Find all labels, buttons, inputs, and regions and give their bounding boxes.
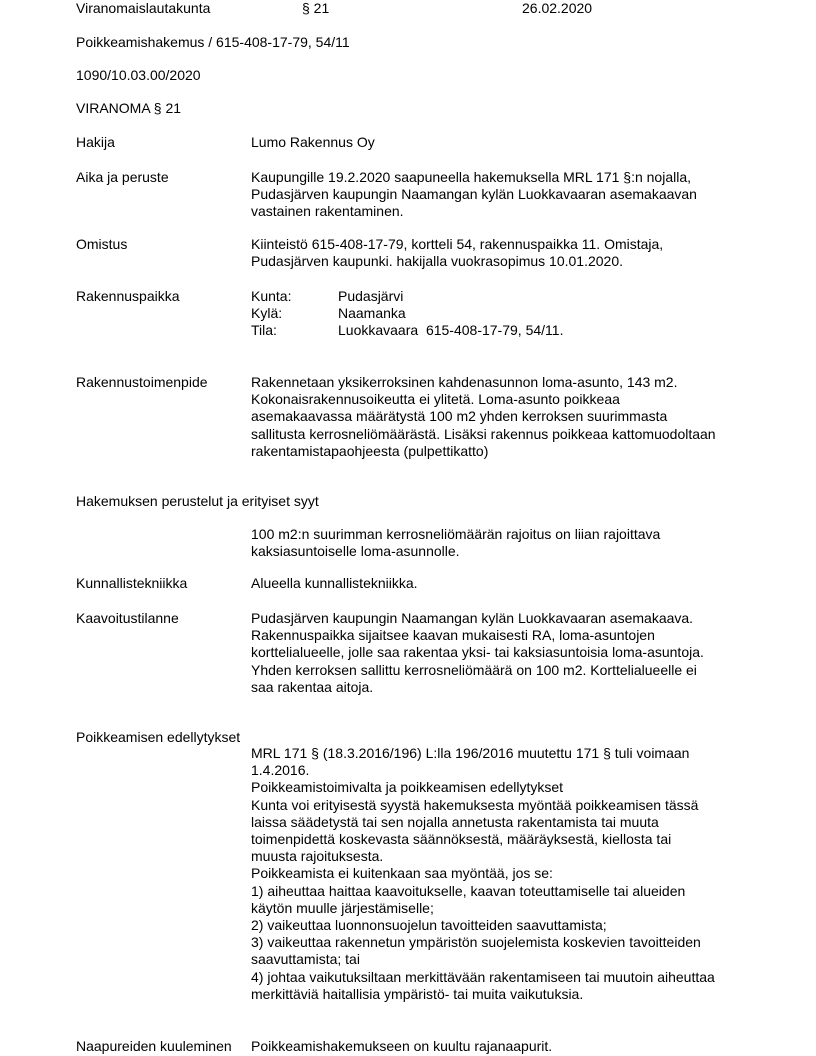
value-hakija: Lumo Rakennus Oy (251, 134, 375, 150)
label-kaavoitus: Kaavoitustilanne (76, 610, 179, 626)
section-number: § 21 (302, 0, 330, 16)
value-aika: Kaupungille 19.2.2020 saapuneella hakemuksella MRL 171 §:n nojalla, Pudasjärven kaupungin Naamangan kylän Luokkavaaran asemakaavan vastainen rakentaminen. (251, 169, 697, 220)
label-naapurit: Naapureiden kuuleminen (76, 1038, 232, 1054)
label-kunnallistekniikka: Kunnallistekniikka (76, 575, 188, 591)
label-aika: Aika ja peruste (76, 169, 169, 185)
row-kyla: Kylä: Naamanka (251, 305, 406, 321)
label-perustelut: Hakemuksen perustelut ja erityiset syyt (76, 493, 319, 509)
value-kunnallistekniikka: Alueella kunnallistekniikka. (251, 575, 418, 591)
label-rakennuspaikka: Rakennuspaikka (76, 288, 180, 304)
authority-name: Viranomaislautakunta (76, 0, 211, 16)
value-omistus: Kiinteistö 615-408-17-79, kortteli 54, rakennuspaikka 11. Omistaja, Pudasjärven kaupunki. hakijalla vuokrasopimus 10.01.2020. (251, 236, 664, 270)
row-tila: Tila: Luokkavaara 615-408-17-79, 54/11. (251, 322, 564, 338)
value-kaavoitus: Pudasjärven kaupungin Naamangan kylän Luokkavaaran asemakaava. Rakennuspaikka sijaitsee kaavan mukaisesti RA, loma-asuntojen korttelialueelle, jolle saa rakentaa yksi- tai kaksiasuntoisia loma-asuntoja. Yhden kerroksen sallittu kerrosneliömäärä on 100 m2. Korttelialueelle ei saa rakentaa aitoja. (251, 610, 704, 695)
value-edellytykset: MRL 171 § (18.3.2016/196) L:lla 196/2016 muutettu 171 § tuli voimaan 1.4.2016. Poikkeamistoimivalta ja poikkeamisen edellytykset Kunta voi erityisestä syystä hakemuksesta myöntää poikkeamisen tässä laissa säädetystä tai sen nojalla annetusta rakentamista tai muuta toimenpidettä koskevasta säännöksestä, määräyksestä, kiellosta tai muusta rajoituksesta. Poikkeamista ei kuitenkaan saa myöntää, jos se: 1) aiheuttaa haittaa kaavoitukselle, kaavan toteuttamiselle tai alueiden käytön muulle järjestämiselle; 2) vaikeuttaa luonnonsuojelun tavoitteiden saavuttamista; 3) vaikeuttaa rakennetun ympäristön suojelemista koskevien tavoitteiden saavuttamista; tai 4) johtaa vaikutuksiltaan merkittävään rakentamiseen tai muutoin aiheuttaa merkittäviä haitallisia ympäristö- tai muita vaikutuksia. (251, 745, 715, 1002)
label-omistus: Omistus (76, 236, 128, 252)
section-title: VIRANOMA § 21 (76, 100, 182, 116)
value-rakennuspaikka (251, 288, 563, 339)
value-naapurit: Poikkeamishakemukseen on kuultu rajanaapurit. (251, 1038, 553, 1054)
value-perustelut: 100 m2:n suurimman kerrosneliömäärän rajoitus on liian rajoittava kaksiasuntoiselle loma-asunnolle. (251, 526, 661, 560)
row-kunta: Kunta: Pudasjärvi (251, 288, 404, 304)
meeting-date: 26.02.2020 (522, 0, 593, 16)
case-id: Poikkeamishakemus / 615-408-17-79, 54/11 (76, 34, 350, 50)
record-number: 1090/10.03.00/2020 (76, 67, 201, 83)
value-toimenpide: Rakennetaan yksikerroksinen kahdenasunnon loma-asunto, 143 m2. Kokonaisrakennusoikeutta ei ylitetä. Loma-asunto poikkeaa asemakaavassa määrätystä 100 m2 yhden kerroksen suurimmasta sallitusta kerrosneliömäärästä. Lisäksi rakennus poikkeaa kattomuodoltaan rakentamistapaohjeesta (pulpettikatto) (251, 374, 716, 459)
label-toimenpide: Rakennustoimenpide (76, 374, 208, 390)
label-edellytykset: Poikkeamisen edellytykset (76, 729, 241, 745)
label-hakija: Hakija (76, 134, 115, 150)
